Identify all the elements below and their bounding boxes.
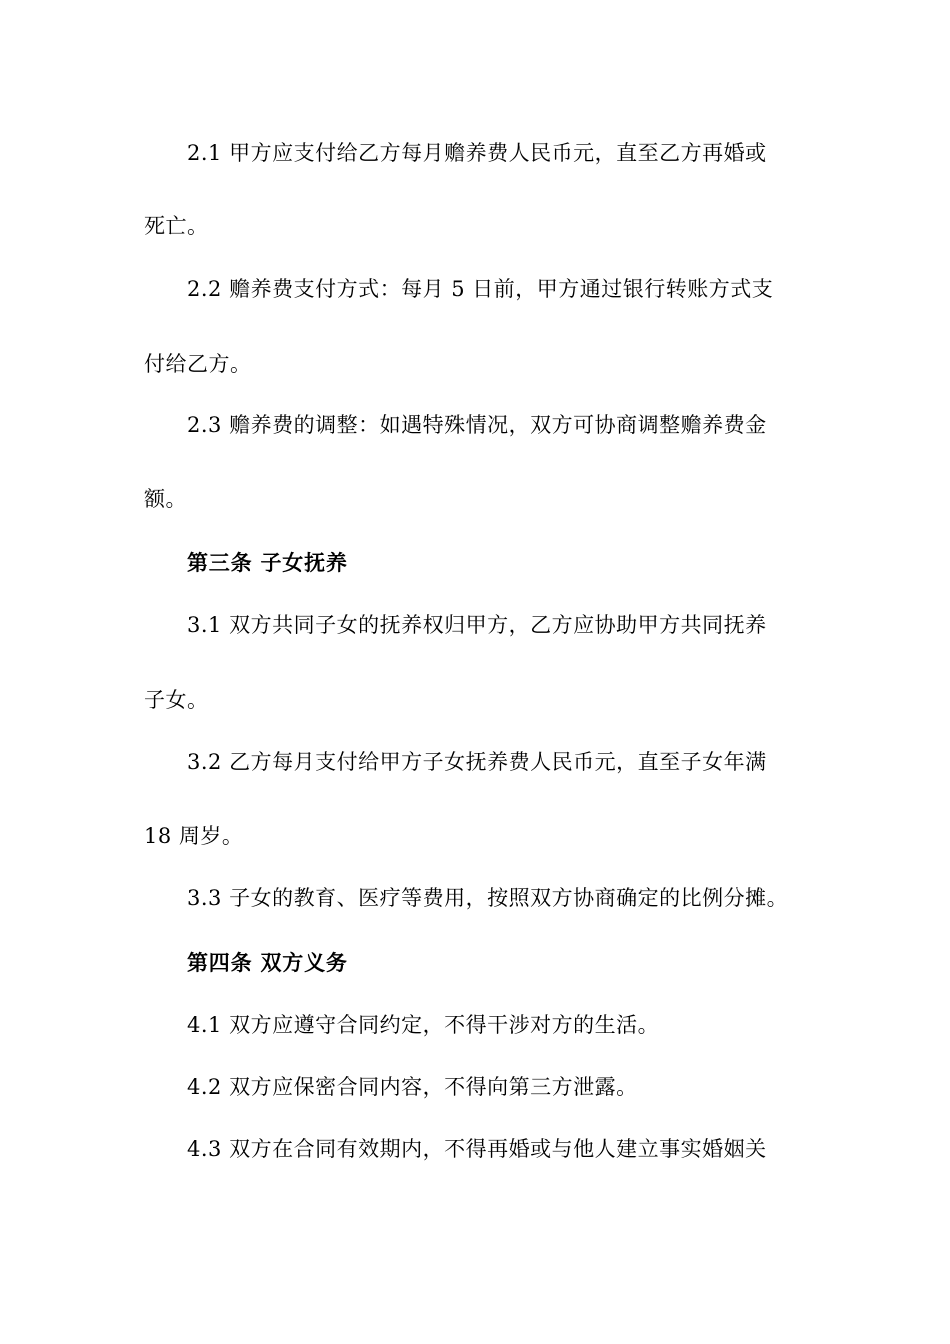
clause-2-3-line-1: 2.3 赡养费的调整：如遇特殊情况，双方可协商调整赡养费金	[187, 413, 767, 437]
clause-2-1-line-1: 2.1 甲方应支付给乙方每月赡养费人民币元，直至乙方再婚或	[187, 141, 767, 165]
clause-2-1-line-2: 死亡。	[144, 214, 209, 238]
clause-4-3-line-1: 4.3 双方在合同有效期内，不得再婚或与他人建立事实婚姻关	[187, 1137, 767, 1161]
clause-4-2-line-1: 4.2 双方应保密合同内容，不得向第三方泄露。	[187, 1075, 638, 1099]
clause-3-1-line-2: 子女。	[144, 688, 209, 712]
clause-2-2-line-2: 付给乙方。	[144, 352, 252, 376]
article-4-heading: 第四条 双方义务	[187, 951, 348, 975]
clause-3-2-line-1: 3.2 乙方每月支付给甲方子女抚养费人民币元，直至子女年满	[187, 750, 767, 774]
clause-4-1-line-1: 4.1 双方应遵守合同约定，不得干涉对方的生活。	[187, 1013, 660, 1037]
clause-3-2-line-2: 18 周岁。	[144, 824, 244, 848]
clause-2-2-line-1: 2.2 赡养费支付方式：每月 5 日前，甲方通过银行转账方式支	[187, 277, 774, 301]
clause-2-3-line-2: 额。	[144, 487, 187, 511]
clause-3-1-line-1: 3.1 双方共同子女的抚养权归甲方，乙方应协助甲方共同抚养	[187, 613, 767, 637]
clause-3-3-line-1: 3.3 子女的教育、医疗等费用，按照双方协商确定的比例分摊。	[187, 886, 789, 910]
article-3-heading: 第三条 子女抚养	[187, 551, 348, 575]
